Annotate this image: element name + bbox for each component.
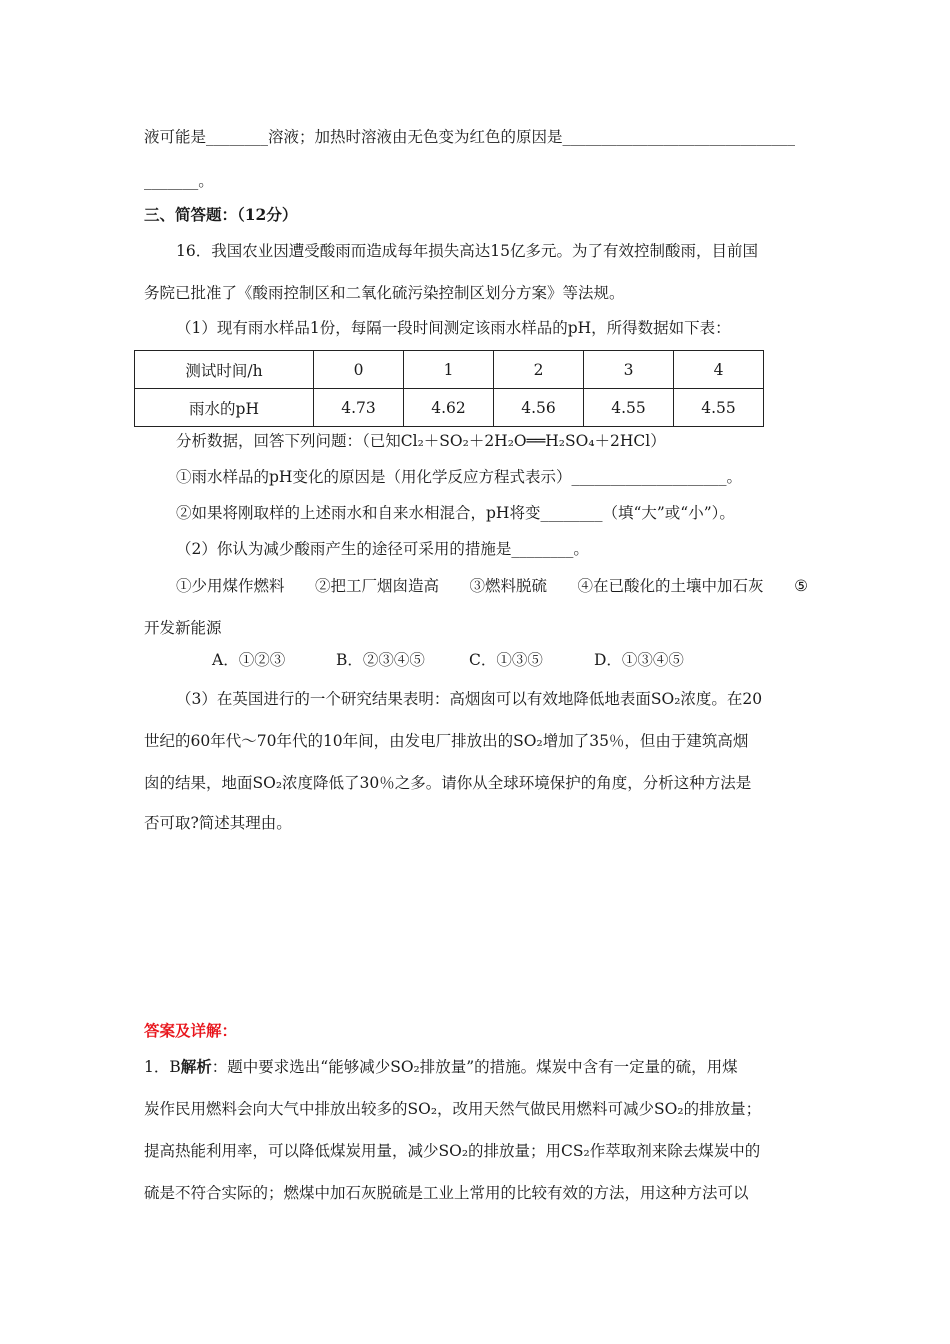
answer-1-line-4: 硫是不符合实际的；燃煤中加石灰脱硫是工业上常用的比较有效的方法，用这种方法可以	[144, 1184, 749, 1202]
option-b: B．②③④⑤	[336, 651, 425, 669]
table-cell: 1	[404, 351, 494, 389]
table-row	[135, 351, 764, 389]
option-a: A．①②③	[212, 651, 286, 669]
measure-item: ①少用煤作燃料	[176, 577, 285, 595]
answer-number: 1．B	[144, 1058, 181, 1076]
q16-part3-line-4: 否可取?简述其理由。	[144, 814, 292, 832]
table-cell: 4.56	[494, 389, 584, 427]
table-header-cell: 雨水的pH	[135, 389, 314, 427]
answers-heading: 答案及详解：	[144, 1021, 238, 1040]
table-cell: 4.55	[674, 389, 764, 427]
table-cell: 4.62	[404, 389, 494, 427]
table-row	[135, 389, 764, 427]
q16-part2: （2）你认为减少酸雨产生的途径可采用的措施是________。	[176, 540, 589, 558]
continuation-text: 液可能是________溶液；加热时溶液由无色变为红色的原因是	[144, 128, 563, 146]
measure-item: ③燃料脱硫	[469, 577, 548, 595]
option-c: C．①③⑤	[469, 651, 543, 669]
q16-part1: （1）现有雨水样品1份，每隔一段时间测定该雨水样品的pH，所得数据如下表：	[176, 319, 731, 337]
table-cell: 0	[314, 351, 404, 389]
answer-1-line-3: 提高热能利用率，可以降低煤炭用量，减少SO₂的排放量；用CS₂作萃取剂来除去煤炭中的	[144, 1142, 761, 1160]
analysis-line: 分析数据，回答下列问题：（已知Cl₂＋SO₂＋2H₂O══H₂SO₄＋2HCl）	[176, 432, 666, 450]
q16-part3-line-3: 囱的结果，地面SO₂浓度降低了30％之多。请你从全球环境保护的角度，分析这种方法是	[144, 774, 752, 792]
measures-line	[176, 575, 808, 597]
ph-data-table	[134, 350, 764, 427]
sub-question-1: ①雨水样品的pH变化的原因是（用化学反应方程式表示）____________________。	[176, 468, 742, 486]
option-d: D．①③④⑤	[594, 651, 684, 669]
q16-intro-line-1: 16．我国农业因遭受酸雨而造成每年损失高达15亿多元。为了有效控制酸雨，目前国	[176, 242, 758, 260]
table-cell: 4.73	[314, 389, 404, 427]
continuation-line-1	[144, 126, 808, 148]
table-cell: 4.55	[584, 389, 674, 427]
continuation-line-2: _______。	[144, 172, 214, 190]
answer-1-line-1	[144, 1056, 808, 1078]
measure-item: ②把工厂烟囱造高	[315, 577, 440, 595]
answer-blank: ______________________________	[562, 128, 796, 146]
sub-question-2: ②如果将刚取样的上述雨水和自来水相混合，pH将变________（填“大”或“小”）。	[176, 504, 735, 522]
table-header-cell: 测试时间/h	[135, 351, 314, 389]
q16-intro-line-2: 务院已批准了《酸雨控制区和二氧化硫污染控制区划分方案》等法规。	[144, 284, 625, 302]
q16-part3-line-1: （3）在英国进行的一个研究结果表明：高烟囱可以有效地降低地表面SO₂浓度。在20	[176, 690, 763, 708]
measure-item: ④在已酸化的土壤中加石灰	[577, 577, 764, 595]
q16-part3-line-2: 世纪的60年代～70年代的10年间，由发电厂排放出的SO₂增加了35％，但由于建筑高烟	[144, 732, 749, 750]
table-cell: 2	[494, 351, 584, 389]
answer-text: ：题中要求选出“能够减少SO₂排放量”的措施。煤炭中含有一定量的硫，用煤	[211, 1058, 738, 1076]
measures-line-2: 开发新能源	[144, 619, 222, 637]
table-cell: 4	[674, 351, 764, 389]
section-heading: 三、简答题：（12分）	[144, 205, 298, 224]
analysis-label: 解析	[180, 1057, 212, 1076]
measure-item: ⑤	[794, 577, 808, 595]
table-cell: 3	[584, 351, 674, 389]
answer-1-line-2: 炭作民用燃料会向大气中排放出较多的SO₂，改用天然气做民用燃料可减少SO₂的排放量；	[144, 1100, 762, 1118]
